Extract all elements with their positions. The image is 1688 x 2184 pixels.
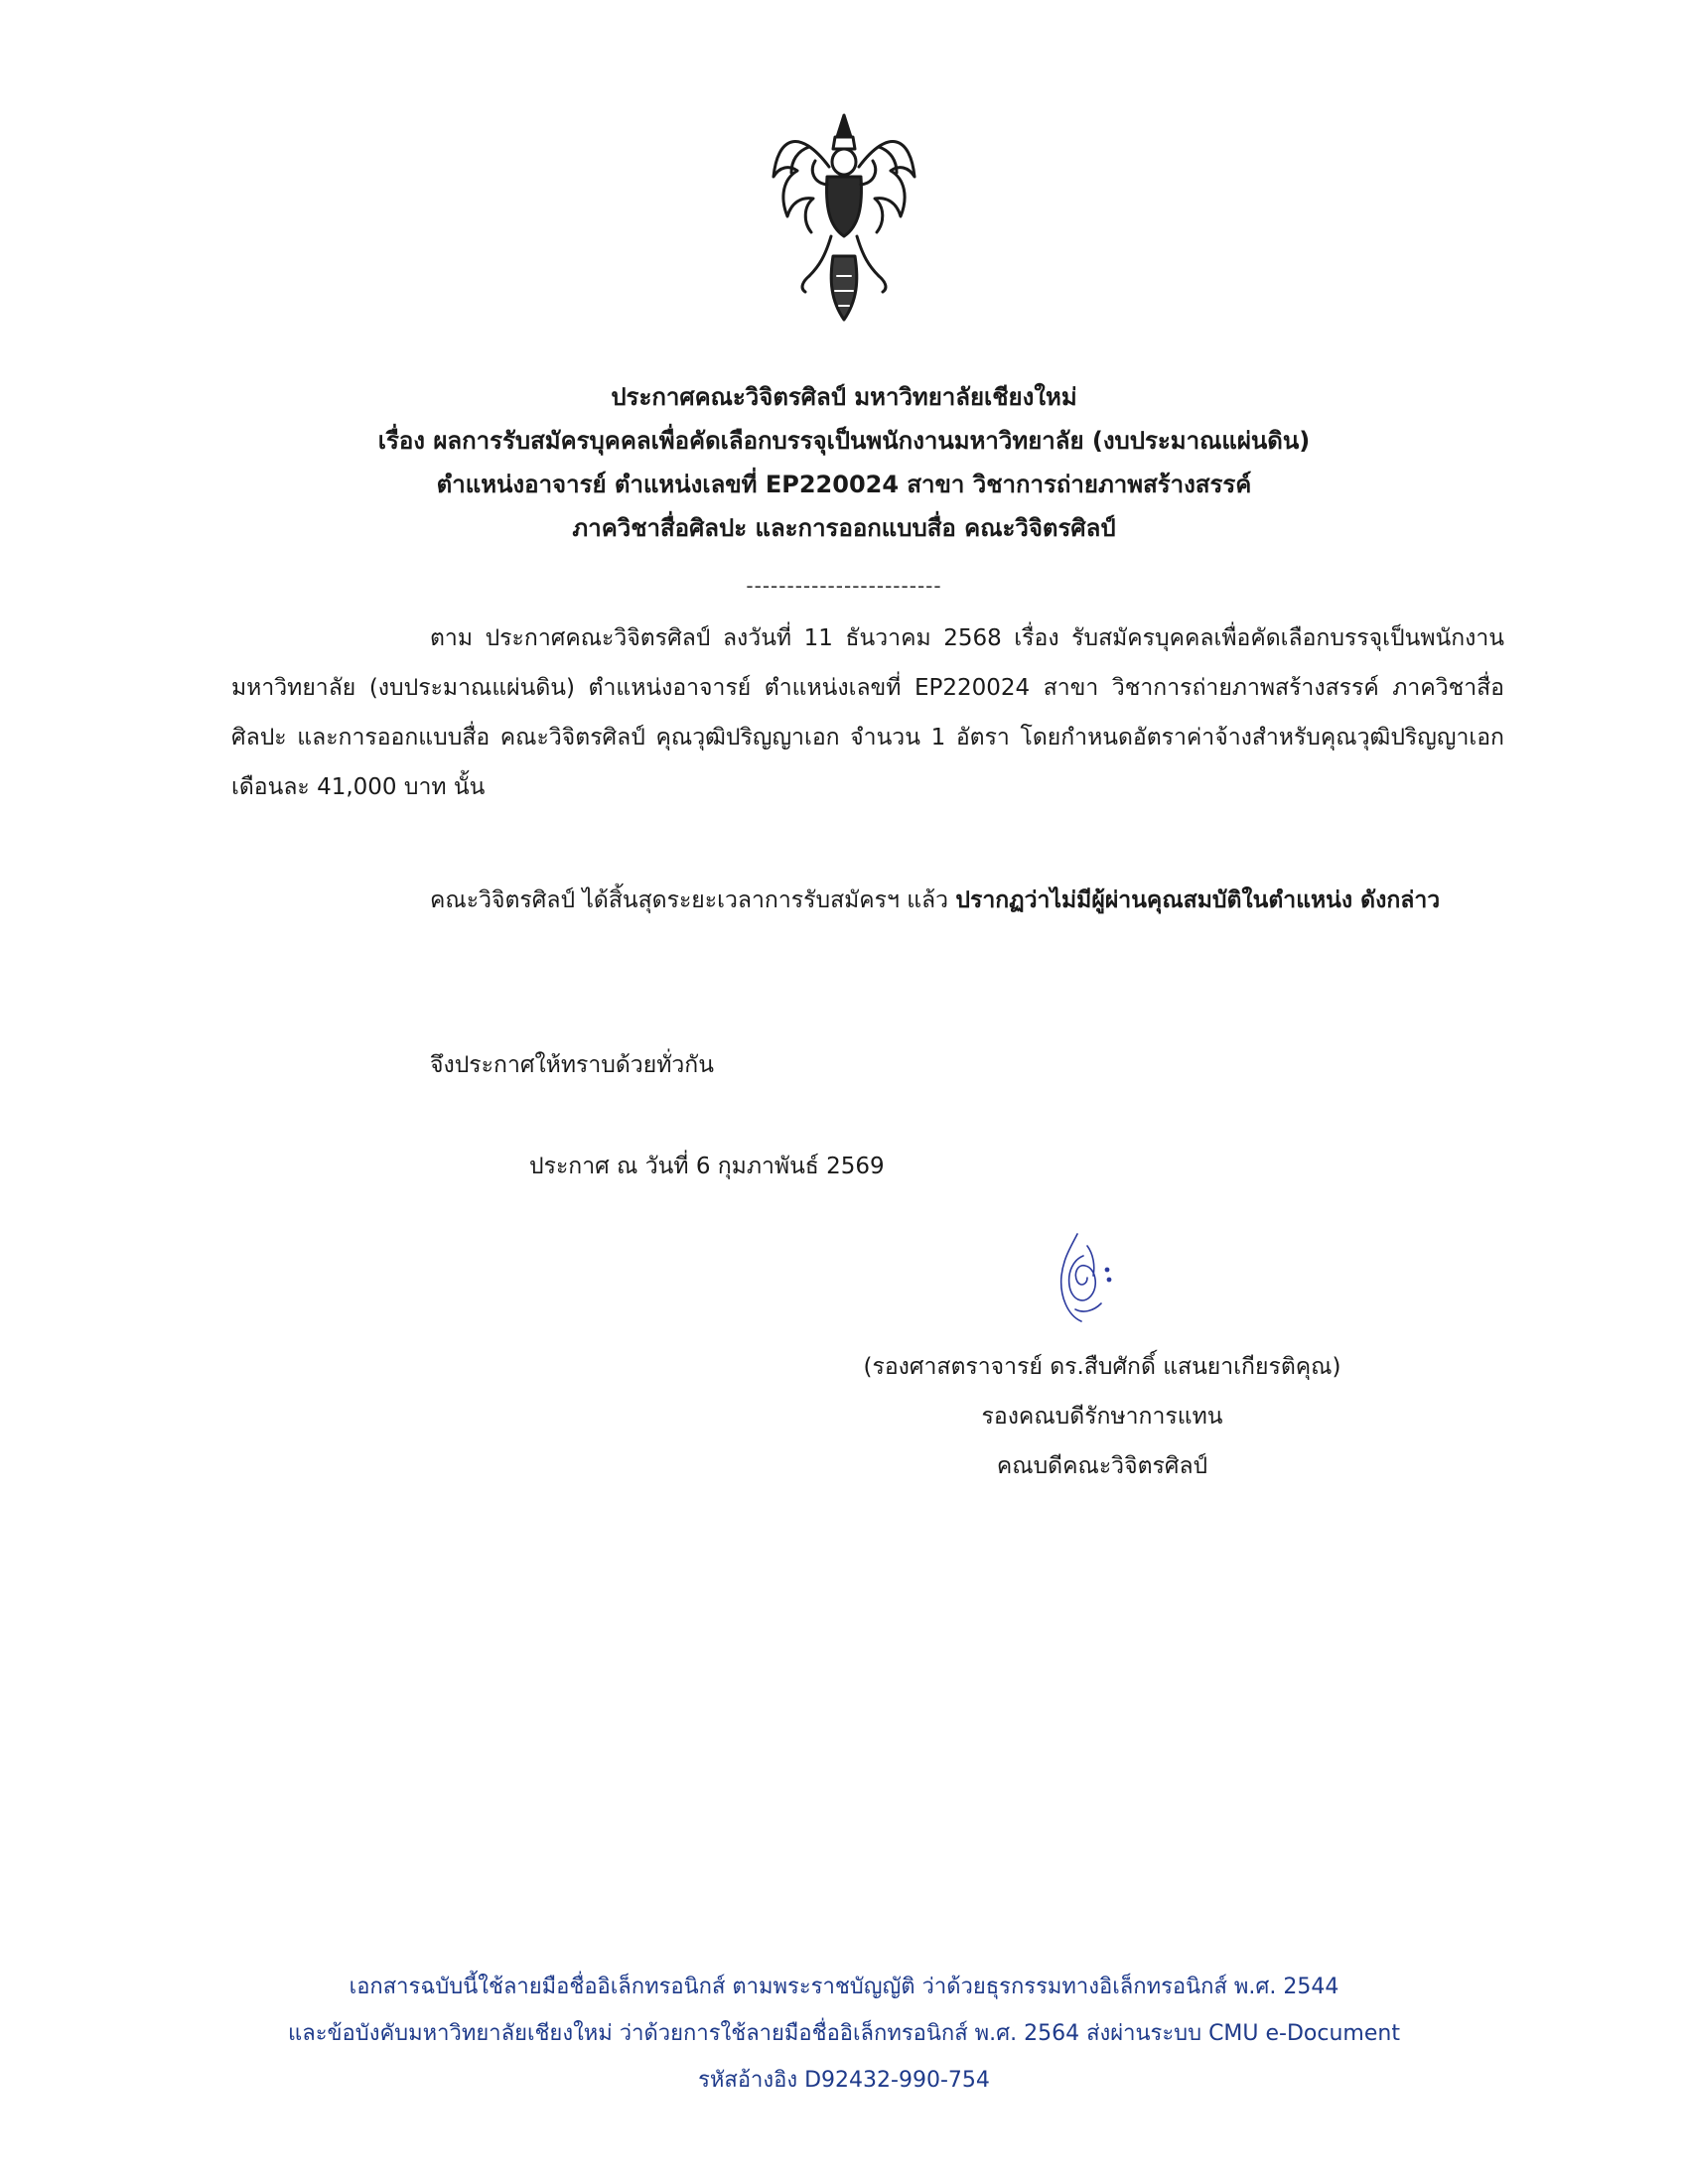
body-paragraph-2 <box>231 876 1504 925</box>
title-divider: ------------------------ <box>746 574 942 598</box>
body-paragraph-1 <box>231 614 1504 812</box>
handwritten-signature-icon <box>1048 1226 1117 1330</box>
subject-line: เรื่อง ผลการรับสมัครบุคคลเพื่อคัดเลือกบรรจุเป็นพนักงานมหาวิทยาลัย (งบประมาณแผ่นดิน) <box>377 427 1311 455</box>
department-line: ภาควิชาสื่อศิลปะ และการออกแบบสื่อ คณะวิจิตรศิลป์ <box>572 514 1116 542</box>
signatory-block <box>774 1342 1430 1491</box>
garuda-emblem-icon <box>770 107 918 326</box>
body-paragraph-3 <box>231 1040 1504 1090</box>
announcement-date: ประกาศ ณ วันที่ 6 กุมภาพันธ์ 2569 <box>529 1154 885 1179</box>
reference-code: รหัสอ้างอิง D92432-990-754 <box>698 2068 990 2093</box>
paragraph-2-text: คณะวิจิตรศิลป์ ได้สิ้นสุดระยะเวลาการรับสมัครฯ แล้ว <box>430 887 956 913</box>
result-statement: ปรากฏว่าไม่มีผู้ผ่านคุณสมบัติในตำแหน่ง ดังกล่าว <box>955 887 1441 913</box>
footer-line: และข้อบังคับมหาวิทยาลัยเชียงใหม่ ว่าด้วยการใช้ลายมือชื่ออิเล็กทรอนิกส์ พ.ศ. 2564 ส่งผ่านระบบ CMU e-Document <box>288 2021 1400 2046</box>
signatory-position: รองคณบดีรักษาการแทน <box>981 1404 1223 1430</box>
signatory-name: (รองศาสตราจารย์ ดร.สืบศักดิ์ แสนยาเกียรติคุณ) <box>863 1354 1341 1380</box>
position-line: ตำแหน่งอาจารย์ ตำแหน่งเลขที่ EP220024 สาขา วิชาการถ่ายภาพสร้างสรรค์ <box>436 471 1252 498</box>
title-line: ประกาศคณะวิจิตรศิลป์ มหาวิทยาลัยเชียงใหม่ <box>611 383 1077 411</box>
paragraph-1-text: ตาม ประกาศคณะวิจิตรศิลป์ ลงวันที่ 11 ธันวาคม 2568 เรื่อง รับสมัครบุคคลเพื่อคัดเลือกบรรจุเป็นพนักงานมหาวิทยาลัย (งบประมาณแผ่นดิน) ตำแหน่งอาจารย์ ตำแหน่งเลขที่ EP220024 สาขา วิชาการถ่ายภาพสร้างสรรค์ ภาควิชาสื่อศิลปะ และการออกแบบสื่อ คณะวิจิตรศิลป์ คุณวุฒิปริญญาเอก จำนวน 1 อัตรา โดยกำหนดอัตราค่าจ้างสำหรับคุณวุฒิปริญญาเอก เดือนละ 41,000 บาท นั้น <box>231 625 1504 800</box>
announcement-title <box>0 375 1688 550</box>
footer-line: เอกสารฉบับนี้ใช้ลายมือชื่ออิเล็กทรอนิกส์ ตามพระราชบัญญัติ ว่าด้วยธุรกรรมทางอิเล็กทรอนิกส์ พ.ศ. 2544 <box>349 1975 1339 1999</box>
signatory-position: คณบดีคณะวิจิตรศิลป์ <box>996 1453 1208 1479</box>
closing-statement: จึงประกาศให้ทราบด้วยทั่วกัน <box>430 1052 714 1078</box>
e-signature-footer <box>0 1964 1688 2104</box>
